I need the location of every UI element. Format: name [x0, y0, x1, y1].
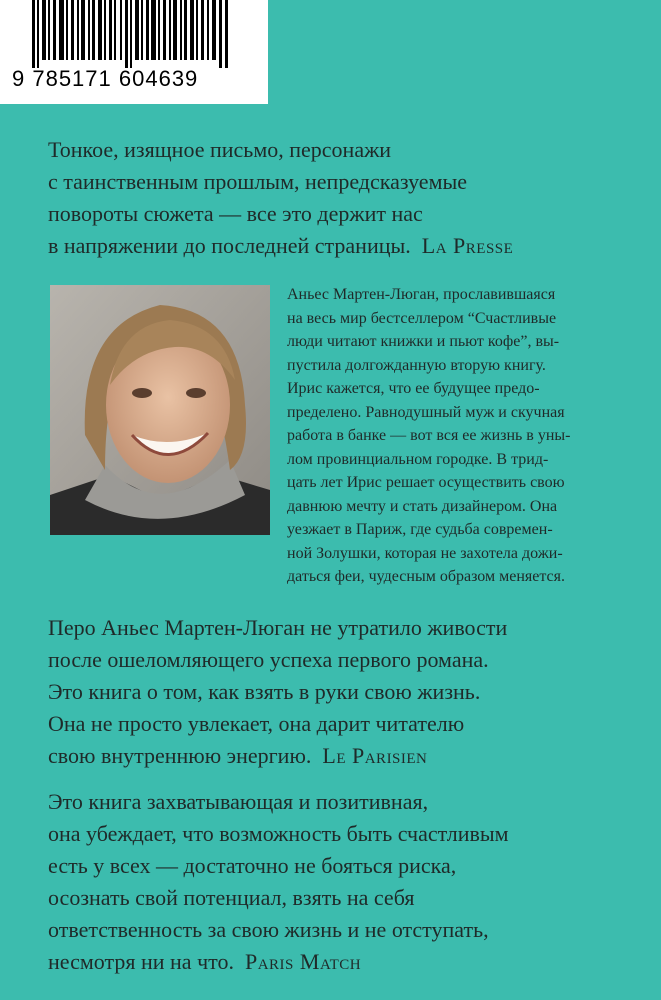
bio-line: Аньес Мартен-Люган, прославившаяся	[287, 286, 556, 303]
quote-line: Перо Аньес Мартен-Люган не утратило живости	[48, 615, 508, 640]
bio-line: цать лет Ирис решает осуществить свою	[287, 474, 565, 491]
quote-line	[48, 230, 513, 262]
quote-line: есть у всех — достаточно не бояться риска,	[48, 853, 457, 878]
quote-line: Это книга о том, как взять в руки свою жизнь.	[48, 679, 481, 704]
bio-line: люди читают книжки и пьют кофе”, вы-	[287, 333, 560, 350]
quote-line: Она не просто увлекает, она дарит читателю	[48, 711, 465, 736]
quote-source: Paris Match	[244, 949, 362, 974]
quote-line-text: в напряжении до последней страницы.	[48, 233, 411, 258]
bio-line: пустила долгожданную вторую книгу.	[287, 356, 546, 374]
quote-line: после ошеломляющего успеха первого романа.	[48, 647, 489, 672]
review-quote-paris-match	[48, 786, 509, 978]
quote-line: осознать свой потенциал, взять на себя	[48, 885, 415, 910]
quote-line: она убеждает, что возможность быть счастливым	[48, 821, 509, 846]
bio-line: ной Золушки, которая не захотела дожи-	[287, 544, 563, 562]
bio-line: уезжает в Париж, где судьба современ-	[287, 521, 553, 538]
quote-line-text: свою внутреннюю энергию.	[48, 743, 312, 768]
quote-line: с таинственным прошлым, непредсказуемые	[48, 169, 468, 194]
bio-line: лом провинциальном городке. В трид-	[287, 450, 549, 468]
review-quote-la-presse	[48, 134, 513, 262]
bio-line: работа в банке — вот вся ее жизнь в уны-	[287, 427, 571, 444]
quote-line: Тонкое, изящное письмо, персонажи	[48, 137, 392, 162]
bio-line: Ирис кажется, что ее будущее предо-	[287, 380, 540, 397]
quote-line-text: несмотря ни на что.	[48, 949, 234, 974]
quote-line	[48, 946, 509, 978]
author-portrait-image	[50, 285, 270, 535]
barcode	[0, 0, 268, 104]
quote-source: Le Parisien	[322, 743, 428, 768]
barcode-bars	[32, 0, 232, 68]
bio-line: на весь мир бестселлером “Счастливые	[287, 309, 557, 327]
isbn-number: 9 785171 604639	[12, 66, 199, 91]
quote-line: ответственность за свою жизнь и не отступать,	[48, 917, 489, 942]
bio-line: даться феи, чудесным образом меняется.	[287, 568, 566, 585]
review-quote-le-parisien	[48, 612, 507, 772]
quote-line: Это книга захватывающая и позитивная,	[48, 789, 429, 814]
bio-line: давнюю мечту и стать дизайнером. Она	[287, 497, 558, 515]
author-photo	[50, 285, 270, 535]
quote-source: La Presse	[421, 233, 514, 258]
author-bio	[287, 283, 627, 589]
bio-line: пределено. Равнодушный муж и скучная	[287, 403, 565, 421]
quote-line	[48, 740, 507, 772]
quote-line: повороты сюжета — все это держит нас	[48, 201, 423, 226]
